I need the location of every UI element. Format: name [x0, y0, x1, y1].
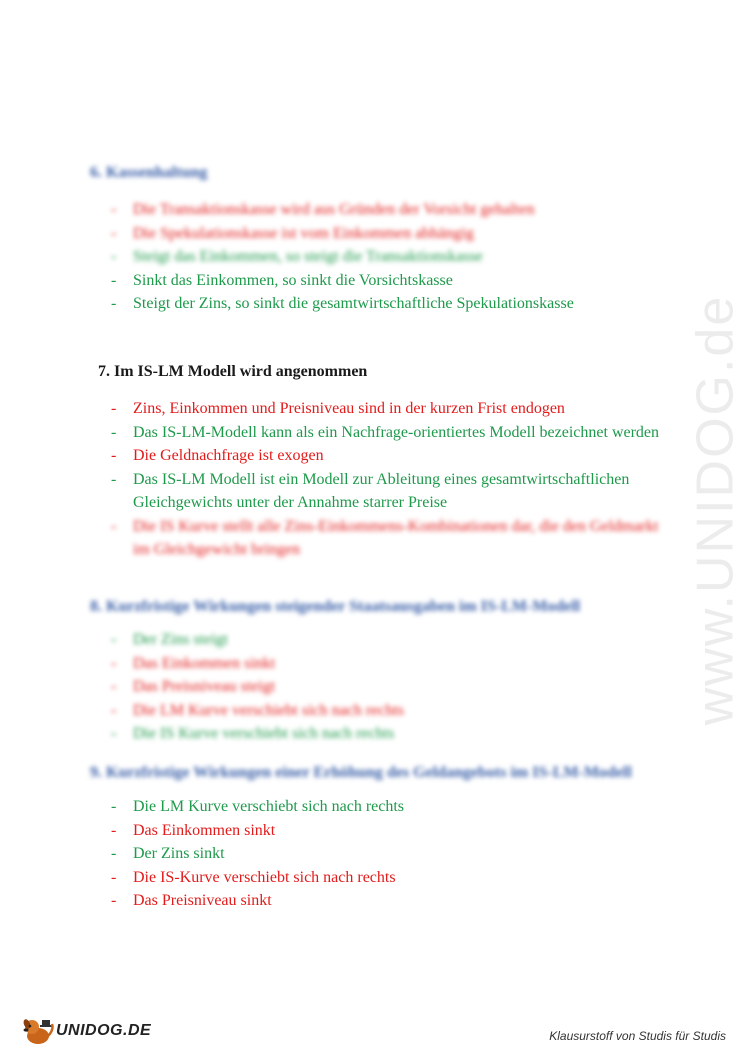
- section-8: [90, 596, 670, 746]
- logo-text: UNIDOG.DE: [56, 1022, 152, 1039]
- dog-icon: [20, 1014, 54, 1048]
- list-item: - Die Geldnachfrage ist exogen: [111, 447, 324, 464]
- list-item: - Die LM Kurve verschiebt sich nach rechts: [111, 701, 405, 719]
- list-item: - Das IS-LM-Modell kann als ein Nachfrage-orientiertes Modell bezeichnet werden: [111, 423, 660, 441]
- list-item: - Das Preisniveau steigt: [111, 678, 276, 695]
- section-8-list: [90, 628, 670, 746]
- section-7-list: [90, 397, 670, 562]
- list-item: - Die LM Kurve verschiebt sich nach rechts: [111, 798, 405, 815]
- list-item: - Der Zins sinkt: [111, 845, 225, 862]
- footer-tagline: Klausurstoff von Studis für Studis: [549, 1029, 726, 1043]
- section-6: [90, 162, 670, 316]
- watermark-text: www.UNIDOG.de: [686, 294, 744, 726]
- list-item: - Die Transaktionskasse wird aus Gründen der Vorsicht gehalten: [111, 201, 535, 218]
- list-item: - Das Einkommen sinkt: [111, 821, 276, 839]
- list-item: - Steigt der Zins, so sinkt die gesamtwirtschaftliche Spekulationskasse: [111, 295, 574, 312]
- list-item: - Steigt das Einkommen, so steigt die Transaktionskasse: [111, 248, 483, 265]
- list-item: - Zins, Einkommen und Preisniveau sind in der kurzen Frist endogen: [111, 400, 565, 417]
- list-item: - Das IS-LM Modell ist ein Modell zur Ableitung eines gesamtwirtschaftlichen Gleichgewichts unter der Annahme starrer Preise: [111, 470, 630, 511]
- list-item: - Die IS Kurve stellt alle Zins-Einkommens-Kombinationen dar, die den Geldmarkt im Gleichgewicht bringen: [111, 517, 659, 558]
- list-item: - Die Spekulationskasse ist vom Einkommen abhängig: [111, 224, 474, 242]
- section-8-heading: 8. Kurzfristige Wirkungen steigender Staatsausgaben im IS-LM-Modell: [90, 598, 581, 615]
- section-7: [90, 361, 670, 562]
- section-9-list: [90, 795, 670, 913]
- list-item: - Das Einkommen sinkt: [111, 654, 276, 672]
- section-9: [90, 762, 670, 913]
- list-item: - Das Preisniveau sinkt: [111, 892, 272, 909]
- list-item: - Die IS Kurve verschiebt sich nach rechts: [111, 725, 395, 742]
- list-item: - Der Zins steigt: [111, 631, 229, 648]
- section-7-heading: 7. Im IS-LM Modell wird angenommen: [98, 363, 368, 380]
- list-item: - Die IS-Kurve verschiebt sich nach rechts: [111, 868, 396, 886]
- section-9-heading: 9. Kurzfristige Wirkungen einer Erhöhung des Geldangebots im IS-LM-Modell: [90, 764, 632, 781]
- unidog-logo[interactable]: [20, 1014, 151, 1048]
- section-6-heading: 6. Kassenhaltung: [90, 164, 208, 181]
- list-item: - Sinkt das Einkommen, so sinkt die Vorsichtskasse: [111, 271, 453, 289]
- section-6-list: [90, 198, 670, 316]
